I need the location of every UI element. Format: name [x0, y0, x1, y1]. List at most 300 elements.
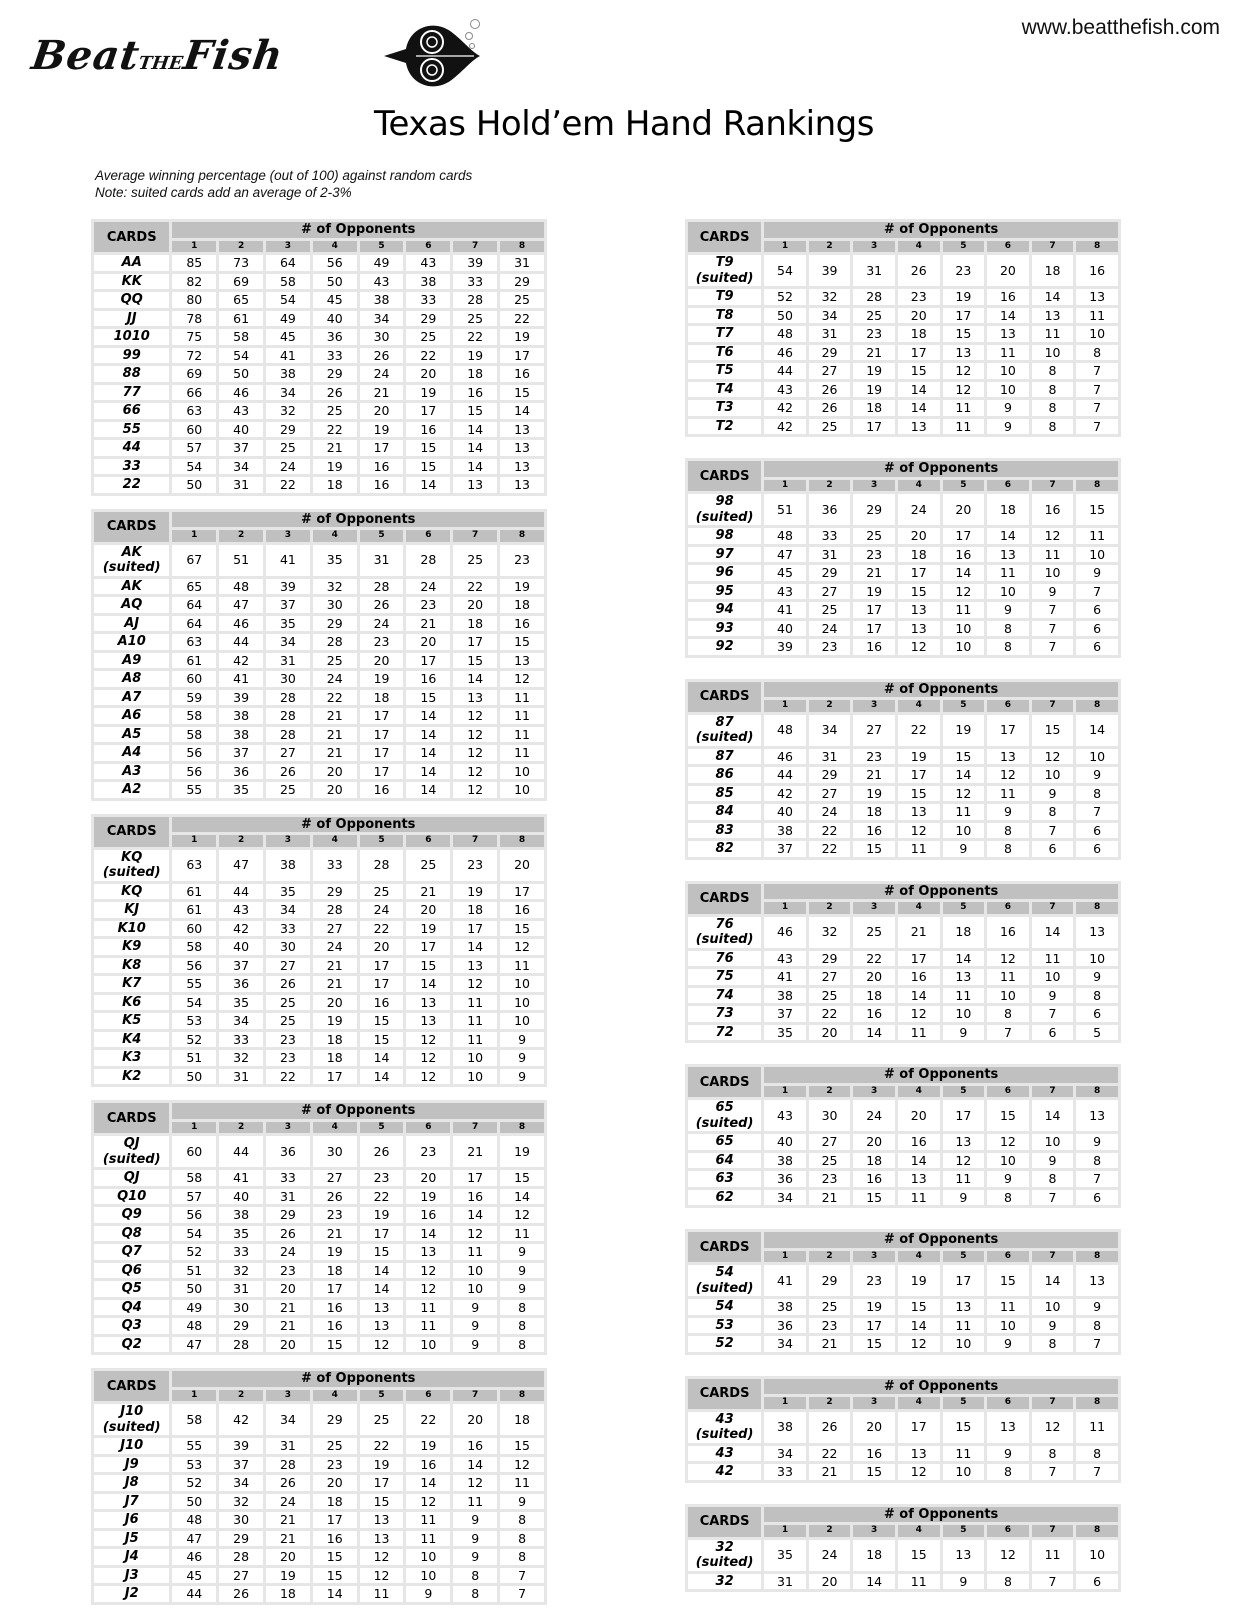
win-percentage-cell: 20 — [853, 1134, 895, 1150]
win-percentage-cell: 8 — [987, 1464, 1029, 1480]
win-percentage-cell: 42 — [764, 419, 806, 435]
win-percentage-cell: 29 — [853, 494, 895, 525]
win-percentage-cell: 24 — [809, 621, 851, 637]
win-percentage-cell: 25 — [809, 602, 851, 618]
table-row — [688, 400, 1118, 416]
table-row — [688, 494, 1118, 525]
win-percentage-cell: 17 — [360, 764, 404, 780]
win-percentage-cell: 18 — [853, 1540, 895, 1571]
hand-label: 84 — [688, 804, 761, 820]
hand-ranking-table — [94, 1100, 544, 1355]
win-percentage-cell: 15 — [853, 1190, 895, 1206]
win-percentage-cell: 27 — [266, 745, 310, 761]
win-percentage-cell: 18 — [453, 616, 497, 632]
win-percentage-cell: 20 — [266, 1281, 310, 1297]
win-percentage-cell: 33 — [809, 528, 851, 544]
opponent-count-header: 4 — [313, 835, 357, 846]
win-percentage-cell: 13 — [898, 602, 940, 618]
opponent-count-header: 3 — [266, 530, 310, 541]
ranking-table — [685, 1376, 1121, 1483]
opponent-count-header: 6 — [406, 1390, 450, 1401]
win-percentage-cell: 19 — [406, 1438, 450, 1454]
win-percentage-cell: 7 — [1076, 1336, 1118, 1352]
hand-label: 92 — [688, 639, 761, 655]
win-percentage-cell: 80 — [172, 292, 216, 308]
win-percentage-cell: 20 — [500, 850, 544, 881]
win-percentage-cell: 35 — [219, 1226, 263, 1242]
table-row — [94, 477, 544, 493]
win-percentage-cell: 34 — [266, 1404, 310, 1435]
hand-label: 88 — [94, 366, 169, 382]
win-percentage-cell: 14 — [987, 528, 1029, 544]
table-row — [94, 385, 544, 401]
win-percentage-cell: 17 — [360, 1226, 404, 1242]
win-percentage-cell: 10 — [453, 1263, 497, 1279]
win-percentage-cell: 35 — [266, 616, 310, 632]
win-percentage-cell: 13 — [500, 440, 544, 456]
table-row — [94, 708, 544, 724]
win-percentage-cell: 12 — [1032, 1412, 1074, 1443]
win-percentage-cell: 13 — [987, 326, 1029, 342]
opponent-count-header: 3 — [853, 1251, 895, 1262]
opponent-count-header: 7 — [1032, 480, 1074, 491]
win-percentage-cell: 16 — [987, 289, 1029, 305]
win-percentage-cell: 11 — [898, 1190, 940, 1206]
win-percentage-cell: 15 — [500, 634, 544, 650]
win-percentage-cell: 17 — [853, 602, 895, 618]
win-percentage-cell: 58 — [172, 727, 216, 743]
hand-label: A4 — [94, 745, 169, 761]
ranking-table — [685, 458, 1121, 658]
hand-ranking-table — [688, 219, 1118, 437]
win-percentage-cell: 14 — [406, 782, 450, 798]
hand-label: 66 — [94, 403, 169, 419]
opponent-count-header: 1 — [172, 835, 216, 846]
win-percentage-cell: 12 — [453, 782, 497, 798]
win-percentage-cell: 7 — [1032, 1574, 1074, 1590]
hand-label: 97 — [688, 547, 761, 563]
win-percentage-cell: 43 — [764, 584, 806, 600]
ranking-table — [685, 219, 1121, 437]
win-percentage-cell: 13 — [943, 345, 985, 361]
hand-label: 44 — [94, 440, 169, 456]
table-row — [94, 782, 544, 798]
win-percentage-cell: 16 — [500, 616, 544, 632]
win-percentage-cell: 16 — [987, 917, 1029, 948]
win-percentage-cell: 8 — [1032, 1336, 1074, 1352]
win-percentage-cell: 57 — [172, 440, 216, 456]
left-column-tables — [94, 222, 544, 1618]
ranking-table — [685, 881, 1121, 1044]
win-percentage-cell: 8 — [500, 1531, 544, 1547]
win-percentage-cell: 26 — [809, 400, 851, 416]
win-percentage-cell: 13 — [406, 995, 450, 1011]
table-row — [94, 1170, 544, 1186]
table-row — [688, 1153, 1118, 1169]
win-percentage-cell: 10 — [943, 621, 985, 637]
win-percentage-cell: 8 — [987, 1574, 1029, 1590]
win-percentage-cell: 52 — [172, 1475, 216, 1491]
win-percentage-cell: 30 — [219, 1512, 263, 1528]
win-percentage-cell: 14 — [1032, 917, 1074, 948]
opponent-count-header: 1 — [172, 530, 216, 541]
win-percentage-cell: 23 — [266, 1032, 310, 1048]
win-percentage-cell: 17 — [360, 1475, 404, 1491]
win-percentage-cell: 35 — [219, 782, 263, 798]
win-percentage-cell: 9 — [987, 419, 1029, 435]
win-percentage-cell: 25 — [453, 311, 497, 327]
win-percentage-cell: 29 — [809, 951, 851, 967]
win-percentage-cell: 44 — [219, 884, 263, 900]
win-percentage-cell: 17 — [898, 345, 940, 361]
opponent-count-header: 8 — [500, 835, 544, 846]
win-percentage-cell: 28 — [406, 545, 450, 576]
hand-label: K2 — [94, 1069, 169, 1085]
win-percentage-cell: 11 — [1032, 951, 1074, 967]
win-percentage-cell: 14 — [453, 422, 497, 438]
table-row — [94, 579, 544, 595]
opponent-count-header: 3 — [853, 1525, 895, 1536]
win-percentage-cell: 9 — [500, 1263, 544, 1279]
beat-the-fish-logo[interactable] — [18, 14, 488, 96]
opponent-count-header: 6 — [987, 902, 1029, 913]
win-percentage-cell: 20 — [898, 528, 940, 544]
win-percentage-cell: 69 — [172, 366, 216, 382]
win-percentage-cell: 36 — [313, 329, 357, 345]
win-percentage-cell: 12 — [898, 1464, 940, 1480]
win-percentage-cell: 23 — [809, 1171, 851, 1187]
win-percentage-cell: 12 — [898, 1006, 940, 1022]
win-percentage-cell: 33 — [406, 292, 450, 308]
win-percentage-cell: 13 — [360, 1512, 404, 1528]
win-percentage-cell: 6 — [1076, 639, 1118, 655]
win-percentage-cell: 19 — [500, 1136, 544, 1167]
win-percentage-cell: 19 — [406, 1189, 450, 1205]
hand-label: 86 — [688, 767, 761, 783]
win-percentage-cell: 11 — [943, 602, 985, 618]
win-percentage-cell: 19 — [360, 671, 404, 687]
win-percentage-cell: 25 — [809, 1153, 851, 1169]
win-percentage-cell: 34 — [266, 634, 310, 650]
win-percentage-cell: 16 — [853, 639, 895, 655]
win-percentage-cell: 11 — [898, 841, 940, 857]
win-percentage-cell: 11 — [453, 1244, 497, 1260]
win-percentage-cell: 14 — [898, 382, 940, 398]
website-link[interactable]: www.beatthefish.com — [1021, 16, 1220, 39]
hand-label: 76 (suited) — [688, 917, 761, 948]
table-row — [94, 1136, 544, 1167]
win-percentage-cell: 22 — [360, 1438, 404, 1454]
win-percentage-cell: 17 — [898, 565, 940, 581]
win-percentage-cell: 25 — [453, 545, 497, 576]
win-percentage-cell: 22 — [809, 823, 851, 839]
win-percentage-cell: 55 — [172, 976, 216, 992]
hand-label: K10 — [94, 921, 169, 937]
win-percentage-cell: 7 — [1076, 1171, 1118, 1187]
table-row — [94, 274, 544, 290]
win-percentage-cell: 32 — [219, 1263, 263, 1279]
win-percentage-cell: 13 — [898, 621, 940, 637]
opponent-count-header: 1 — [172, 1390, 216, 1401]
win-percentage-cell: 5 — [1076, 1025, 1118, 1041]
win-percentage-cell: 33 — [313, 348, 357, 364]
win-percentage-cell: 27 — [809, 1134, 851, 1150]
win-percentage-cell: 38 — [764, 1153, 806, 1169]
win-percentage-cell: 42 — [219, 921, 263, 937]
win-percentage-cell: 37 — [219, 958, 263, 974]
win-percentage-cell: 10 — [453, 1281, 497, 1297]
win-percentage-cell: 21 — [313, 745, 357, 761]
opponent-count-header: 7 — [453, 241, 497, 252]
win-percentage-cell: 48 — [764, 326, 806, 342]
win-percentage-cell: 41 — [219, 1170, 263, 1186]
win-percentage-cell: 10 — [943, 823, 985, 839]
win-percentage-cell: 14 — [987, 308, 1029, 324]
win-percentage-cell: 11 — [500, 727, 544, 743]
win-percentage-cell: 23 — [853, 749, 895, 765]
win-percentage-cell: 10 — [453, 1069, 497, 1085]
win-percentage-cell: 17 — [898, 951, 940, 967]
win-percentage-cell: 48 — [172, 1512, 216, 1528]
table-row — [94, 1032, 544, 1048]
win-percentage-cell: 19 — [313, 1013, 357, 1029]
win-percentage-cell: 37 — [219, 745, 263, 761]
win-percentage-cell: 25 — [313, 653, 357, 669]
table-row — [688, 1336, 1118, 1352]
win-percentage-cell: 19 — [943, 289, 985, 305]
ranking-table — [685, 1504, 1121, 1593]
hand-label: AA — [94, 255, 169, 271]
opponent-count-header: 8 — [1076, 241, 1118, 252]
hand-ranking-table — [94, 509, 544, 801]
win-percentage-cell: 49 — [360, 255, 404, 271]
table-row — [94, 1300, 544, 1316]
win-percentage-cell: 20 — [313, 782, 357, 798]
win-percentage-cell: 15 — [500, 921, 544, 937]
win-percentage-cell: 10 — [943, 1464, 985, 1480]
right-column-tables — [688, 222, 1118, 1613]
win-percentage-cell: 12 — [898, 823, 940, 839]
win-percentage-cell: 61 — [172, 884, 216, 900]
win-percentage-cell: 9 — [987, 1171, 1029, 1187]
cards-header: CARDS — [94, 1103, 169, 1133]
win-percentage-cell: 11 — [406, 1531, 450, 1547]
hand-label: T3 — [688, 400, 761, 416]
win-percentage-cell: 8 — [1032, 419, 1074, 435]
win-percentage-cell: 9 — [453, 1549, 497, 1565]
win-percentage-cell: 14 — [1076, 715, 1118, 746]
table-row — [94, 1494, 544, 1510]
win-percentage-cell: 10 — [987, 1153, 1029, 1169]
win-percentage-cell: 11 — [1076, 1412, 1118, 1443]
table-row — [688, 419, 1118, 435]
win-percentage-cell: 7 — [1076, 1464, 1118, 1480]
win-percentage-cell: 18 — [853, 1153, 895, 1169]
win-percentage-cell: 34 — [219, 459, 263, 475]
win-percentage-cell: 25 — [853, 917, 895, 948]
win-percentage-cell: 20 — [360, 939, 404, 955]
table-row — [688, 969, 1118, 985]
win-percentage-cell: 7 — [1032, 602, 1074, 618]
win-percentage-cell: 9 — [1032, 1318, 1074, 1334]
opponent-count-header: 7 — [1032, 1086, 1074, 1097]
hand-label: 53 — [688, 1318, 761, 1334]
win-percentage-cell: 29 — [313, 366, 357, 382]
win-percentage-cell: 38 — [764, 1299, 806, 1315]
win-percentage-cell: 41 — [764, 602, 806, 618]
win-percentage-cell: 58 — [172, 1404, 216, 1435]
win-percentage-cell: 12 — [987, 951, 1029, 967]
win-percentage-cell: 11 — [500, 958, 544, 974]
win-percentage-cell: 12 — [898, 639, 940, 655]
win-percentage-cell: 14 — [406, 764, 450, 780]
win-percentage-cell: 12 — [406, 1069, 450, 1085]
win-percentage-cell: 8 — [987, 639, 1029, 655]
win-percentage-cell: 19 — [898, 749, 940, 765]
table-row — [688, 621, 1118, 637]
opponent-count-header: 1 — [764, 700, 806, 711]
win-percentage-cell: 8 — [987, 1006, 1029, 1022]
hand-label: Q6 — [94, 1263, 169, 1279]
win-percentage-cell: 20 — [809, 1025, 851, 1041]
win-percentage-cell: 51 — [764, 494, 806, 525]
win-percentage-cell: 8 — [500, 1549, 544, 1565]
win-percentage-cell: 10 — [500, 782, 544, 798]
win-percentage-cell: 27 — [313, 1170, 357, 1186]
win-percentage-cell: 60 — [172, 671, 216, 687]
win-percentage-cell: 16 — [406, 1457, 450, 1473]
win-percentage-cell: 19 — [266, 1568, 310, 1584]
win-percentage-cell: 12 — [943, 382, 985, 398]
table-row — [688, 823, 1118, 839]
win-percentage-cell: 21 — [853, 345, 895, 361]
win-percentage-cell: 18 — [1032, 255, 1074, 286]
win-percentage-cell: 28 — [219, 1337, 263, 1353]
win-percentage-cell: 17 — [313, 1512, 357, 1528]
win-percentage-cell: 10 — [1076, 1540, 1118, 1571]
win-percentage-cell: 25 — [406, 329, 450, 345]
table-row — [94, 422, 544, 438]
win-percentage-cell: 40 — [219, 939, 263, 955]
win-percentage-cell: 17 — [943, 308, 985, 324]
win-percentage-cell: 19 — [313, 459, 357, 475]
win-percentage-cell: 14 — [360, 1050, 404, 1066]
table-row — [688, 1100, 1118, 1131]
win-percentage-cell: 15 — [853, 1464, 895, 1480]
win-percentage-cell: 13 — [500, 477, 544, 493]
win-percentage-cell: 15 — [406, 459, 450, 475]
win-percentage-cell: 10 — [987, 584, 1029, 600]
win-percentage-cell: 15 — [500, 1438, 544, 1454]
win-percentage-cell: 13 — [453, 690, 497, 706]
win-percentage-cell: 16 — [360, 995, 404, 1011]
hand-label: Q3 — [94, 1318, 169, 1334]
opponent-count-header: 8 — [500, 1390, 544, 1401]
win-percentage-cell: 9 — [1076, 1134, 1118, 1150]
hand-label: K4 — [94, 1032, 169, 1048]
win-percentage-cell: 12 — [453, 764, 497, 780]
win-percentage-cell: 15 — [987, 1100, 1029, 1131]
hand-label: K6 — [94, 995, 169, 1011]
win-percentage-cell: 38 — [764, 988, 806, 1004]
win-percentage-cell: 6 — [1076, 823, 1118, 839]
win-percentage-cell: 56 — [313, 255, 357, 271]
table-row — [94, 1244, 544, 1260]
win-percentage-cell: 35 — [219, 995, 263, 1011]
logo-word-the: THE — [137, 53, 185, 74]
win-percentage-cell: 8 — [1032, 804, 1074, 820]
win-percentage-cell: 18 — [898, 547, 940, 563]
win-percentage-cell: 16 — [313, 1318, 357, 1334]
table-row — [688, 326, 1118, 342]
win-percentage-cell: 19 — [453, 884, 497, 900]
logo-word-fish: Fish — [180, 32, 287, 79]
table-row — [94, 1531, 544, 1547]
win-percentage-cell: 43 — [764, 1100, 806, 1131]
win-percentage-cell: 29 — [313, 884, 357, 900]
win-percentage-cell: 14 — [943, 951, 985, 967]
win-percentage-cell: 26 — [266, 764, 310, 780]
win-percentage-cell: 13 — [987, 1412, 1029, 1443]
hand-label: T6 — [688, 345, 761, 361]
opponent-count-header: 4 — [898, 1525, 940, 1536]
win-percentage-cell: 56 — [172, 764, 216, 780]
win-percentage-cell: 11 — [453, 995, 497, 1011]
win-percentage-cell: 51 — [219, 545, 263, 576]
opponent-count-header: 3 — [266, 1122, 310, 1133]
opponent-count-header: 8 — [1076, 902, 1118, 913]
win-percentage-cell: 34 — [809, 715, 851, 746]
win-percentage-cell: 13 — [500, 422, 544, 438]
win-percentage-cell: 28 — [313, 634, 357, 650]
win-percentage-cell: 6 — [1076, 602, 1118, 618]
win-percentage-cell: 23 — [809, 639, 851, 655]
win-percentage-cell: 13 — [500, 653, 544, 669]
win-percentage-cell: 15 — [898, 584, 940, 600]
win-percentage-cell: 28 — [266, 690, 310, 706]
win-percentage-cell: 12 — [1032, 749, 1074, 765]
hand-ranking-table — [688, 679, 1118, 860]
win-percentage-cell: 61 — [172, 653, 216, 669]
win-percentage-cell: 18 — [453, 902, 497, 918]
win-percentage-cell: 18 — [500, 597, 544, 613]
win-percentage-cell: 58 — [172, 708, 216, 724]
win-percentage-cell: 30 — [266, 671, 310, 687]
win-percentage-cell: 19 — [500, 579, 544, 595]
ranking-table — [91, 1368, 547, 1605]
win-percentage-cell: 47 — [219, 850, 263, 881]
win-percentage-cell: 28 — [266, 1457, 310, 1473]
win-percentage-cell: 38 — [360, 292, 404, 308]
win-percentage-cell: 7 — [1076, 400, 1118, 416]
win-percentage-cell: 44 — [219, 634, 263, 650]
win-percentage-cell: 14 — [943, 767, 985, 783]
win-percentage-cell: 12 — [360, 1568, 404, 1584]
win-percentage-cell: 73 — [219, 255, 263, 271]
win-percentage-cell: 25 — [266, 782, 310, 798]
win-percentage-cell: 44 — [172, 1586, 216, 1602]
win-percentage-cell: 27 — [266, 958, 310, 974]
win-percentage-cell: 33 — [764, 1464, 806, 1480]
opponent-count-header: 7 — [1032, 1397, 1074, 1408]
win-percentage-cell: 46 — [219, 616, 263, 632]
win-percentage-cell: 14 — [853, 1025, 895, 1041]
win-percentage-cell: 14 — [453, 1207, 497, 1223]
win-percentage-cell: 14 — [406, 1226, 450, 1242]
win-percentage-cell: 39 — [219, 690, 263, 706]
win-percentage-cell: 20 — [406, 1170, 450, 1186]
win-percentage-cell: 9 — [943, 841, 985, 857]
